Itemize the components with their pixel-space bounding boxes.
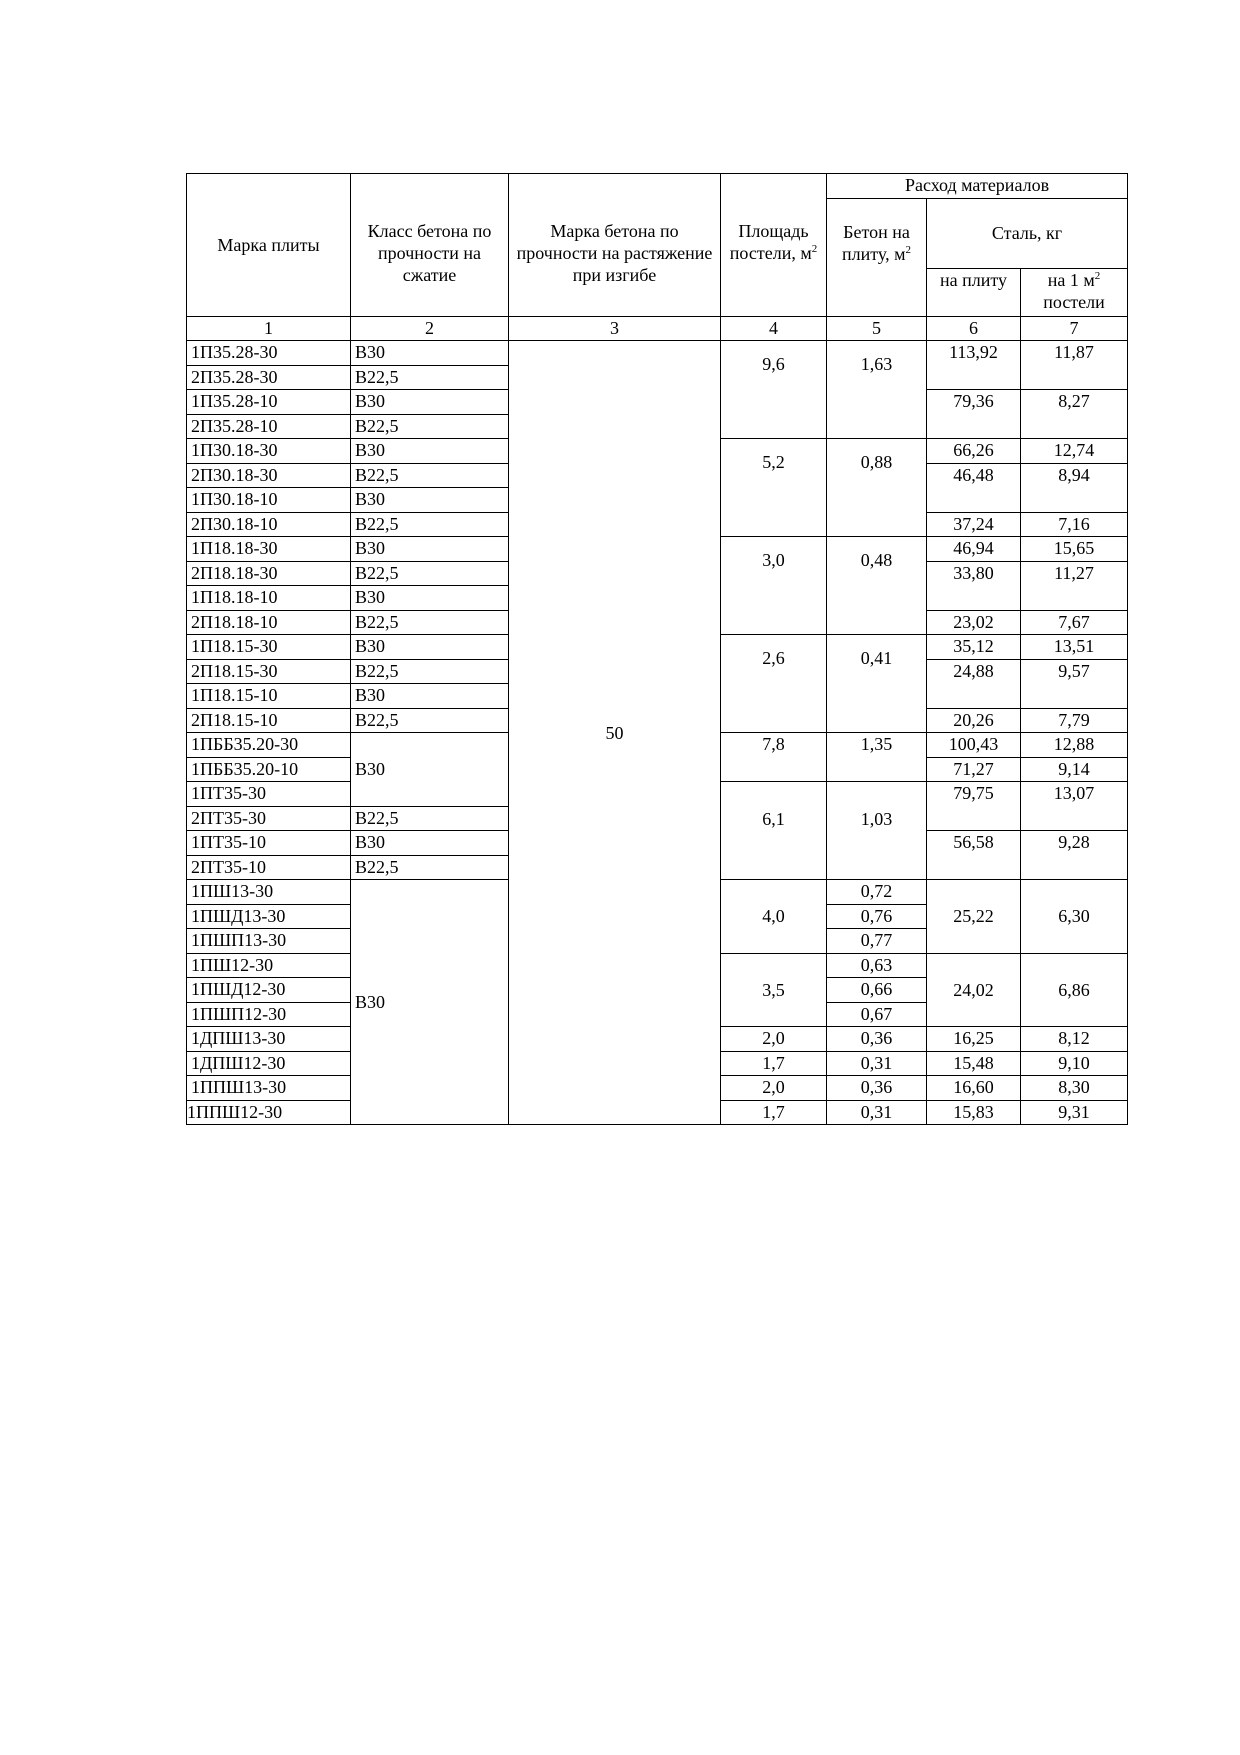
header-concrete-text: Бетон на плиту, м [842, 221, 910, 264]
slab-mark: 1ПШ13-30 [187, 880, 351, 905]
steel-per-slab: 33,80 [927, 561, 1021, 610]
concrete-class: В30 [351, 537, 509, 562]
slab-mark: 1П18.18-10 [187, 586, 351, 611]
concrete-class: В22,5 [351, 659, 509, 684]
concrete-class: В30 [351, 684, 509, 709]
slab-mark: 1ПББ35.20-10 [187, 757, 351, 782]
steel-per-m2: 7,79 [1021, 708, 1128, 733]
concrete-class: В30 [351, 341, 509, 366]
concrete-volume: 0,36 [827, 1027, 927, 1052]
steel-per-slab: 24,88 [927, 659, 1021, 708]
steel-per-slab: 15,83 [927, 1100, 1021, 1125]
concrete-class: В30 [351, 880, 509, 1125]
slab-mark: 2П18.15-30 [187, 659, 351, 684]
header-steel-per-m2 [1021, 268, 1128, 316]
steel-per-m2: 8,12 [1021, 1027, 1128, 1052]
header-concrete-sup: 2 [905, 243, 911, 256]
concrete-volume: 1,35 [827, 733, 927, 782]
steel-per-m2: 7,67 [1021, 610, 1128, 635]
slab-mark: 1П18.18-30 [187, 537, 351, 562]
slab-mark: 1П35.28-10 [187, 390, 351, 415]
header-bed-area [721, 174, 827, 317]
steel-per-m2: 7,16 [1021, 512, 1128, 537]
col-number: 2 [351, 316, 509, 341]
concrete-volume: 0,67 [827, 1002, 927, 1027]
concrete-volume: 0,77 [827, 929, 927, 954]
concrete-class: В30 [351, 439, 509, 464]
steel-per-slab: 79,75 [927, 782, 1021, 831]
concrete-class: В22,5 [351, 463, 509, 488]
materials-table [186, 173, 1128, 1125]
col-number: 5 [827, 316, 927, 341]
steel-per-slab: 113,92 [927, 341, 1021, 390]
slab-mark: 2П35.28-30 [187, 365, 351, 390]
slab-mark: 1ПШ12-30 [187, 953, 351, 978]
steel-per-slab: 25,22 [927, 880, 1021, 954]
concrete-class: В22,5 [351, 414, 509, 439]
slab-mark: 2П30.18-30 [187, 463, 351, 488]
steel-per-m2: 9,10 [1021, 1051, 1128, 1076]
bed-area: 6,1 [721, 782, 827, 880]
slab-mark: 2П18.18-30 [187, 561, 351, 586]
slab-mark: 1ППШ12-30 [187, 1100, 351, 1125]
slab-mark: 1ППШ13-30 [187, 1076, 351, 1101]
slab-mark: 1П30.18-10 [187, 488, 351, 513]
header-bed-area-text: Площадь постели, м [729, 221, 812, 263]
steel-per-m2: 12,74 [1021, 439, 1128, 464]
steel-per-slab: 46,48 [927, 463, 1021, 512]
steel-per-m2: 9,28 [1021, 831, 1128, 880]
slab-mark: 1ПШД13-30 [187, 904, 351, 929]
concrete-volume: 0,31 [827, 1100, 927, 1125]
steel-per-m2: 8,94 [1021, 463, 1128, 512]
tensile-grade: 50 [509, 341, 721, 1125]
bed-area: 1,7 [721, 1100, 827, 1125]
bed-area: 9,6 [721, 341, 827, 439]
steel-per-m2: 13,51 [1021, 635, 1128, 660]
steel-per-m2: 9,14 [1021, 757, 1128, 782]
slab-mark: 1ПТ35-30 [187, 782, 351, 807]
steel-per-m2: 12,88 [1021, 733, 1128, 758]
steel-per-m2: 9,57 [1021, 659, 1128, 708]
steel-per-slab: 79,36 [927, 390, 1021, 439]
concrete-class: В22,5 [351, 610, 509, 635]
header-steel: Сталь, кг [927, 198, 1128, 268]
concrete-class: В22,5 [351, 806, 509, 831]
steel-per-slab: 35,12 [927, 635, 1021, 660]
concrete-volume: 0,76 [827, 904, 927, 929]
concrete-class: В22,5 [351, 855, 509, 880]
concrete-volume: 0,48 [827, 537, 927, 635]
slab-mark: 1ПШП13-30 [187, 929, 351, 954]
table-header [187, 174, 1128, 341]
steel-per-slab: 24,02 [927, 953, 1021, 1027]
concrete-volume: 0,31 [827, 1051, 927, 1076]
col-number: 3 [509, 316, 721, 341]
bed-area: 5,2 [721, 439, 827, 537]
steel-per-slab: 37,24 [927, 512, 1021, 537]
concrete-class: В30 [351, 390, 509, 415]
concrete-volume: 0,88 [827, 439, 927, 537]
bed-area: 7,8 [721, 733, 827, 782]
header-steel-per-m2-sup: 2 [1094, 269, 1101, 282]
steel-per-slab: 23,02 [927, 610, 1021, 635]
steel-per-m2: 11,27 [1021, 561, 1128, 610]
steel-per-slab: 15,48 [927, 1051, 1021, 1076]
bed-area: 1,7 [721, 1051, 827, 1076]
concrete-class: В22,5 [351, 512, 509, 537]
concrete-class: В30 [351, 733, 509, 807]
slab-mark: 2П35.28-10 [187, 414, 351, 439]
steel-per-m2: 8,27 [1021, 390, 1128, 439]
slab-mark: 2П18.18-10 [187, 610, 351, 635]
header-steel-per-m2-pre: на 1 м [1047, 269, 1095, 290]
concrete-class: В22,5 [351, 708, 509, 733]
steel-per-slab: 71,27 [927, 757, 1021, 782]
slab-mark: 1П35.28-30 [187, 341, 351, 366]
slab-mark: 1ПТ35-10 [187, 831, 351, 856]
steel-per-slab: 100,43 [927, 733, 1021, 758]
concrete-class: В22,5 [351, 561, 509, 586]
header-tensile-grade: Марка бетона по прочности на растяжение при изгибе [509, 174, 721, 317]
concrete-volume: 0,41 [827, 635, 927, 733]
header-slab-mark: Марка плиты [187, 174, 351, 317]
slab-mark: 1ПШД12-30 [187, 978, 351, 1003]
concrete-class: В30 [351, 488, 509, 513]
header-compression-class: Класс бетона по прочности на сжатие [351, 174, 509, 317]
col-number: 6 [927, 316, 1021, 341]
col-number: 1 [187, 316, 351, 341]
slab-mark: 2ПТ35-30 [187, 806, 351, 831]
steel-per-m2: 13,07 [1021, 782, 1128, 831]
concrete-volume: 1,63 [827, 341, 927, 439]
slab-mark: 1ПШП12-30 [187, 1002, 351, 1027]
steel-per-slab: 16,60 [927, 1076, 1021, 1101]
concrete-class: В30 [351, 635, 509, 660]
slab-mark: 1ПББ35.20-30 [187, 733, 351, 758]
concrete-volume: 0,72 [827, 880, 927, 905]
steel-per-m2: 6,86 [1021, 953, 1128, 1027]
steel-per-m2: 6,30 [1021, 880, 1128, 954]
concrete-class: В30 [351, 586, 509, 611]
slab-mark: 1П18.15-10 [187, 684, 351, 709]
col-number: 4 [721, 316, 827, 341]
bed-area: 4,0 [721, 880, 827, 954]
bed-area: 2,6 [721, 635, 827, 733]
table-row [187, 341, 1128, 366]
header-steel-per-m2-post: постели [1043, 291, 1105, 312]
header-steel-per-slab: на плиту [927, 268, 1021, 316]
steel-per-slab: 46,94 [927, 537, 1021, 562]
slab-mark: 2П30.18-10 [187, 512, 351, 537]
steel-per-m2: 9,31 [1021, 1100, 1128, 1125]
concrete-volume: 1,03 [827, 782, 927, 880]
concrete-class: В22,5 [351, 365, 509, 390]
slab-mark: 2ПТ35-10 [187, 855, 351, 880]
concrete-volume: 0,66 [827, 978, 927, 1003]
steel-per-slab: 16,25 [927, 1027, 1021, 1052]
steel-per-slab: 20,26 [927, 708, 1021, 733]
concrete-class: В30 [351, 831, 509, 856]
header-materials: Расход материалов [827, 174, 1128, 199]
steel-per-m2: 11,87 [1021, 341, 1128, 390]
steel-per-m2: 8,30 [1021, 1076, 1128, 1101]
table-body [187, 341, 1128, 1125]
concrete-volume: 0,36 [827, 1076, 927, 1101]
bed-area: 2,0 [721, 1027, 827, 1052]
slab-mark: 1П30.18-30 [187, 439, 351, 464]
slab-mark: 1П18.15-30 [187, 635, 351, 660]
concrete-volume: 0,63 [827, 953, 927, 978]
steel-per-slab: 56,58 [927, 831, 1021, 880]
bed-area: 3,5 [721, 953, 827, 1027]
slab-mark: 1ДПШ13-30 [187, 1027, 351, 1052]
header-concrete [827, 198, 927, 316]
col-number: 7 [1021, 316, 1128, 341]
bed-area: 2,0 [721, 1076, 827, 1101]
steel-per-m2: 15,65 [1021, 537, 1128, 562]
steel-per-slab: 66,26 [927, 439, 1021, 464]
slab-mark: 2П18.15-10 [187, 708, 351, 733]
bed-area: 3,0 [721, 537, 827, 635]
slab-mark: 1ДПШ12-30 [187, 1051, 351, 1076]
header-bed-area-sup: 2 [811, 243, 818, 255]
